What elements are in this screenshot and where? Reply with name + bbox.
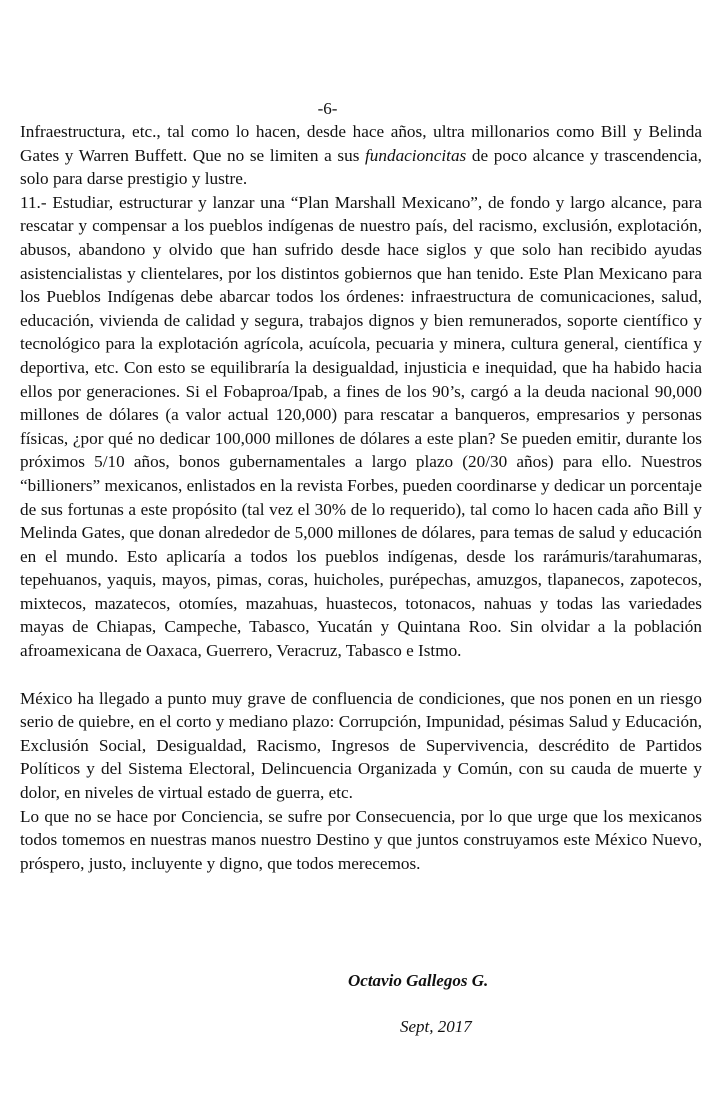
- paragraph-spacer: [20, 663, 702, 687]
- paragraph-mexico-crisis: México ha llegado a punto muy grave de confluencia de condiciones, que nos ponen en un riesgo serio de quiebre, en el corto y mediano plazo: Corrupción, Impunidad, pésimas Salud y Educación, Exclusión Social, Desigualdad, Racismo, Ingresos de Supervivencia, descrédito de Partidos Políticos y del Sistema Electoral, Delincuencia Organizada y Común, con su cauda de muerte y dolor, en niveles de virtual estado de guerra, etc.: [20, 688, 702, 803]
- paragraph-plan-marshall: 11.- Estudiar, estructurar y lanzar una “Plan Marshall Mexicano”, de fondo y largo alcance, para rescatar y compensar a los pueblos indígenas de nuestro país, del racismo, exclusión, explotación, abusos, abandono y olvido que han sufrido desde hace siglos y que solo han recibido ayudas asistencialistas y clientelares, por los distintos gobiernos que han tenido. Este Plan Mexicano para los Pueblos Indígenas debe abarcar todos los órdenes: infraestructura de comunicaciones, salud, educación, vivienda de calidad y segura, trabajos dignos y bien remunerados, soporte científico y tecnológico para la explotación agrícola, acuícola, pecuaria y minera, cultura general, científica y deportiva, etc. Con esto se equilibraría la desigualdad, injusticia e inequidad, que ha habido hacia ellos por generaciones. Si el Fobaproa/Ipab, a fines de los 90’s, cargó a la deuda nacional 90,000 millones de dólares (a valor actual 120,000) para rescatar a banqueros, empresarios y personas físicas, ¿por qué no dedicar 100,000 millones de dólares a este plan? Se pueden emitir, durante los próximos 5/10 años, bonos gubernamentales a largo plazo (20/30 años) para ello. Nuestros “billioners” mexicanos, enlistados en la revista Forbes, pueden coordinarse y dedicar un porcentaje de sus fortunas a este propósito (tal vez el 30% de lo requerido), tal como lo hacen cada año Bill y Melinda Gates, que donan alrededor de 5,000 millones de dólares, para temas de salud y educación en el mundo. Esto aplicaría a todos los pueblos indígenas, desde los rarámuris/tarahumaras, tepehuanos, yaquis, mayos, pimas, coras, huicholes, purépechas, amuzgos, tlapanecos, zapotecos, mixtecos, mazatecos, otomíes, mazahuas, huastecos, totonacos, nahuas y todas las variedades mayas de Chiapas, Campeche, Tabasco, Yucatán y Quintana Roo. Sin olvidar a la población afroamexicana de Oaxaca, Guerrero, Veracruz, Tabasco e Istmo.: [20, 192, 702, 661]
- paragraph-1-tail: de poco alcance y trascendencia, solo para darse prestigio y lustre.: [20, 145, 702, 189]
- document-body: [20, 120, 702, 875]
- page-number: -6-: [317, 99, 338, 118]
- author-signature: Octavio Gallegos G.: [348, 971, 489, 990]
- paragraph-infraestructura: [20, 120, 702, 191]
- signature-date: Sept, 2017: [400, 1017, 472, 1036]
- italic-term: fundacioncitas: [365, 145, 467, 165]
- paragraph-conclusion: Lo que no se hace por Conciencia, se sufre por Consecuencia, por lo que urge que los mexicanos todos tomemos en nuestras manos nuestro Destino y que juntos construyamos este México Nuevo, próspero, justo, incluyente y digno, que todos merecemos.: [20, 806, 702, 873]
- paragraph-1-text: Infraestructura, etc., tal como lo hacen, desde hace años, ultra millonarios como Bill y Belinda Gates y Warren Buffett. Que no se limiten a sus: [20, 122, 702, 165]
